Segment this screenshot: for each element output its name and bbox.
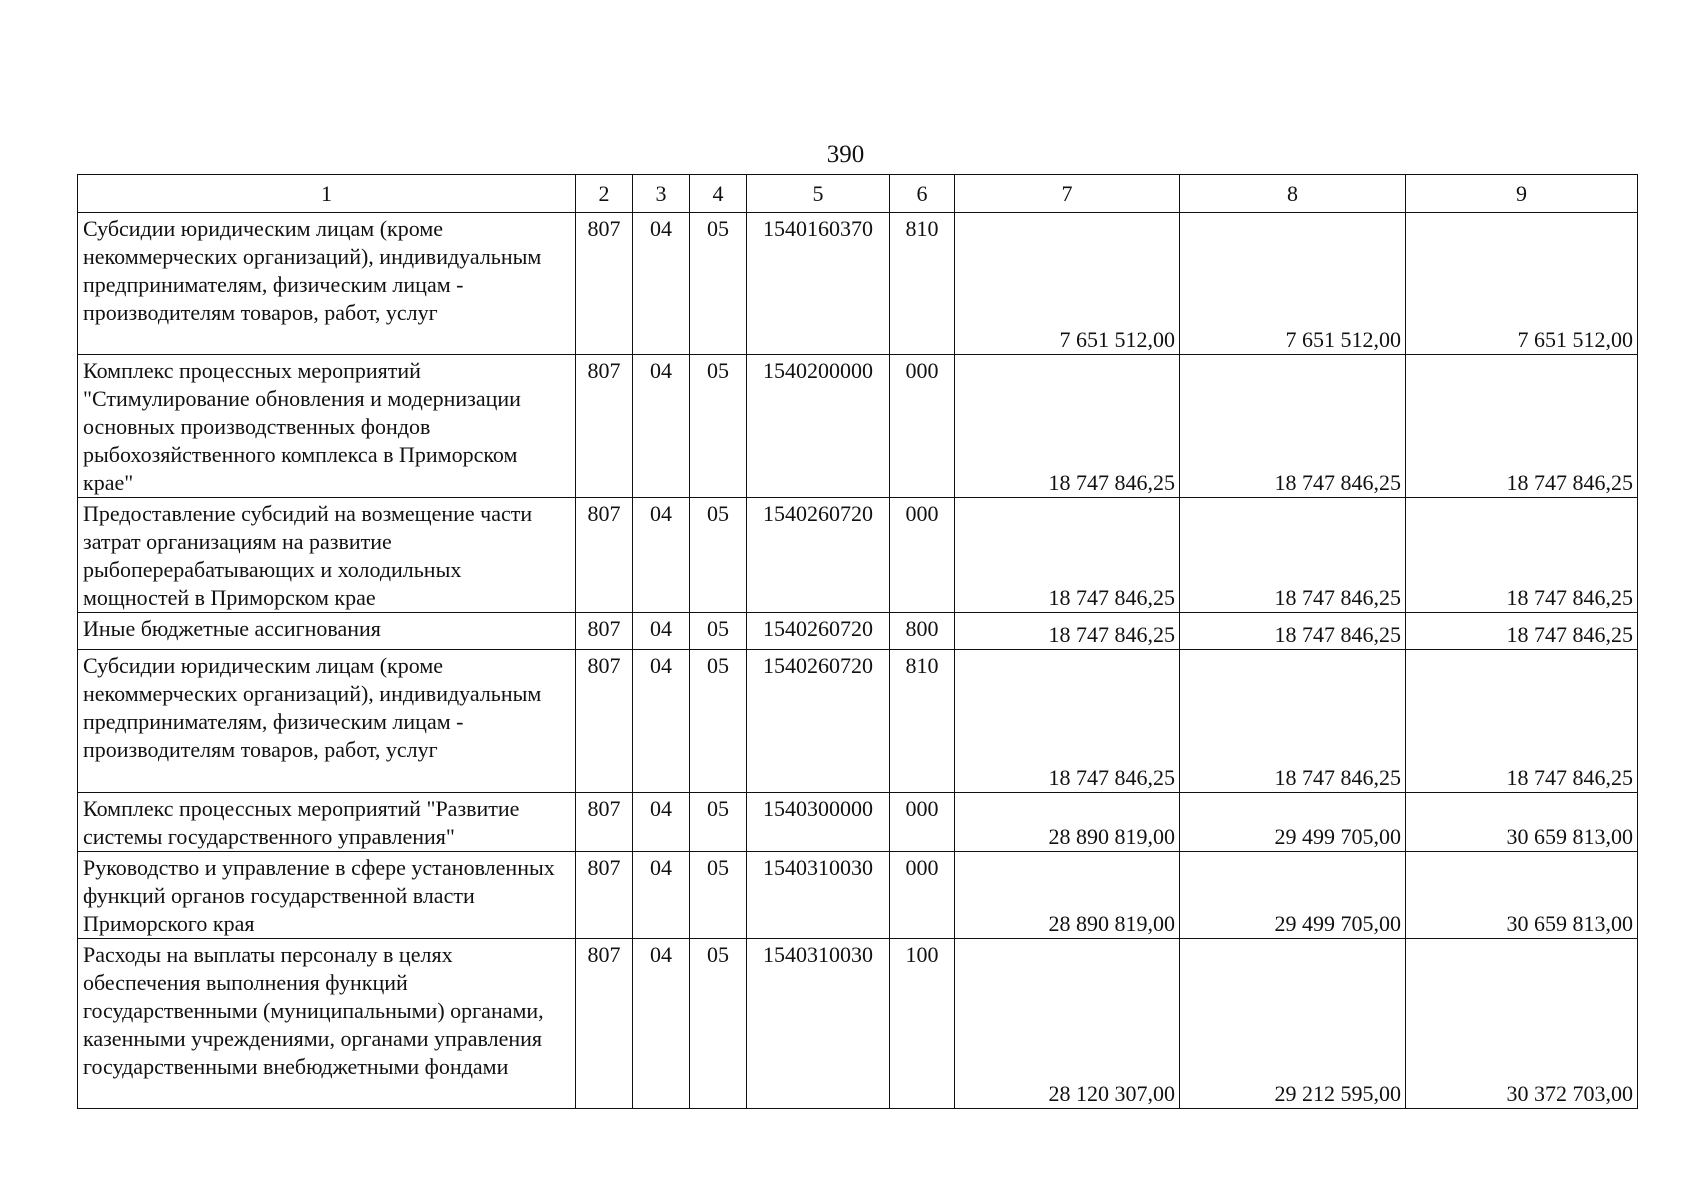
column-header: 7 — [955, 175, 1180, 213]
column-header: 8 — [1180, 175, 1406, 213]
section-code: 04 — [633, 939, 690, 1109]
expense-type-code: 000 — [890, 852, 955, 939]
table-row — [78, 852, 1638, 939]
expense-type-code: 800 — [890, 613, 955, 650]
subsection-code: 05 — [690, 852, 747, 939]
expense-type-code: 000 — [890, 498, 955, 613]
ministry-code: 807 — [576, 498, 633, 613]
row-name: Комплекс процессных мероприятий "Стимулирование обновления и модернизации основных производственных фондов рыбохозяйственного комплекса в Приморском крае" — [78, 355, 576, 498]
table-row — [78, 213, 1638, 355]
row-name: Субсидии юридическим лицам (кроме некоммерческих организаций), индивидуальным предпринимателям, физическим лицам - производителям товаров, работ, услуг — [78, 650, 576, 793]
section-code: 04 — [633, 852, 690, 939]
row-name: Руководство и управление в сфере установленных функций органов государственной власти Приморского края — [78, 852, 576, 939]
section-code: 04 — [633, 650, 690, 793]
expense-type-code: 100 — [890, 939, 955, 1109]
ministry-code: 807 — [576, 939, 633, 1109]
table-header-row — [78, 175, 1638, 213]
amount-col-7: 18 747 846,25 — [955, 613, 1180, 650]
column-header: 9 — [1406, 175, 1638, 213]
subsection-code: 05 — [690, 939, 747, 1109]
table-row — [78, 793, 1638, 852]
section-code: 04 — [633, 213, 690, 355]
table-row — [78, 650, 1638, 793]
subsection-code: 05 — [690, 355, 747, 498]
target-item-code: 1540200000 — [747, 355, 890, 498]
row-name: Расходы на выплаты персоналу в целях обеспечения выполнения функций государственными (муниципальными) органами, казенными учреждениями, органами управления государственными внебюджетными фондами — [78, 939, 576, 1109]
ministry-code: 807 — [576, 613, 633, 650]
column-header: 3 — [633, 175, 690, 213]
budget-table — [77, 174, 1638, 1109]
amount-col-8: 7 651 512,00 — [1180, 213, 1406, 355]
amount-col-8: 18 747 846,25 — [1180, 613, 1406, 650]
amount-col-7: 28 890 819,00 — [955, 793, 1180, 852]
expense-type-code: 810 — [890, 213, 955, 355]
amount-col-7: 28 120 307,00 — [955, 939, 1180, 1109]
amount-col-9: 7 651 512,00 — [1406, 213, 1638, 355]
section-code: 04 — [633, 498, 690, 613]
amount-col-7: 7 651 512,00 — [955, 213, 1180, 355]
amount-col-8: 29 499 705,00 — [1180, 852, 1406, 939]
target-item-code: 1540310030 — [747, 939, 890, 1109]
ministry-code: 807 — [576, 355, 633, 498]
amount-col-7: 28 890 819,00 — [955, 852, 1180, 939]
amount-col-9: 18 747 846,25 — [1406, 355, 1638, 498]
amount-col-7: 18 747 846,25 — [955, 498, 1180, 613]
row-name: Субсидии юридическим лицам (кроме некоммерческих организаций), индивидуальным предпринимателям, физическим лицам - производителям товаров, работ, услуг — [78, 213, 576, 355]
column-header: 5 — [747, 175, 890, 213]
table-row — [78, 498, 1638, 613]
target-item-code: 1540260720 — [747, 498, 890, 613]
amount-col-8: 18 747 846,25 — [1180, 498, 1406, 613]
target-item-code: 1540300000 — [747, 793, 890, 852]
amount-col-7: 18 747 846,25 — [955, 355, 1180, 498]
amount-col-8: 29 499 705,00 — [1180, 793, 1406, 852]
amount-col-9: 18 747 846,25 — [1406, 498, 1638, 613]
column-header: 2 — [576, 175, 633, 213]
column-header: 4 — [690, 175, 747, 213]
ministry-code: 807 — [576, 213, 633, 355]
table-row — [78, 355, 1638, 498]
expense-type-code: 810 — [890, 650, 955, 793]
page-number: 390 — [826, 141, 865, 168]
ministry-code: 807 — [576, 793, 633, 852]
subsection-code: 05 — [690, 650, 747, 793]
section-code: 04 — [633, 613, 690, 650]
amount-col-9: 30 372 703,00 — [1406, 939, 1638, 1109]
target-item-code: 1540260720 — [747, 613, 890, 650]
amount-col-8: 18 747 846,25 — [1180, 650, 1406, 793]
subsection-code: 05 — [690, 613, 747, 650]
expense-type-code: 000 — [890, 355, 955, 498]
amount-col-9: 30 659 813,00 — [1406, 793, 1638, 852]
section-code: 04 — [633, 793, 690, 852]
column-header: 6 — [890, 175, 955, 213]
subsection-code: 05 — [690, 213, 747, 355]
row-name: Комплекс процессных мероприятий "Развитие системы государственного управления" — [78, 793, 576, 852]
target-item-code: 1540260720 — [747, 650, 890, 793]
subsection-code: 05 — [690, 793, 747, 852]
expense-type-code: 000 — [890, 793, 955, 852]
target-item-code: 1540310030 — [747, 852, 890, 939]
target-item-code: 1540160370 — [747, 213, 890, 355]
row-name: Предоставление субсидий на возмещение части затрат организациям на развитие рыбоперерабатывающих и холодильных мощностей в Приморском крае — [78, 498, 576, 613]
column-header: 1 — [78, 175, 576, 213]
amount-col-8: 18 747 846,25 — [1180, 355, 1406, 498]
amount-col-8: 29 212 595,00 — [1180, 939, 1406, 1109]
subsection-code: 05 — [690, 498, 747, 613]
amount-col-9: 18 747 846,25 — [1406, 650, 1638, 793]
section-code: 04 — [633, 355, 690, 498]
amount-col-9: 30 659 813,00 — [1406, 852, 1638, 939]
amount-col-7: 18 747 846,25 — [955, 650, 1180, 793]
ministry-code: 807 — [576, 852, 633, 939]
amount-col-9: 18 747 846,25 — [1406, 613, 1638, 650]
ministry-code: 807 — [576, 650, 633, 793]
table-row — [78, 613, 1638, 650]
row-name: Иные бюджетные ассигнования — [78, 613, 576, 650]
table-row — [78, 939, 1638, 1109]
